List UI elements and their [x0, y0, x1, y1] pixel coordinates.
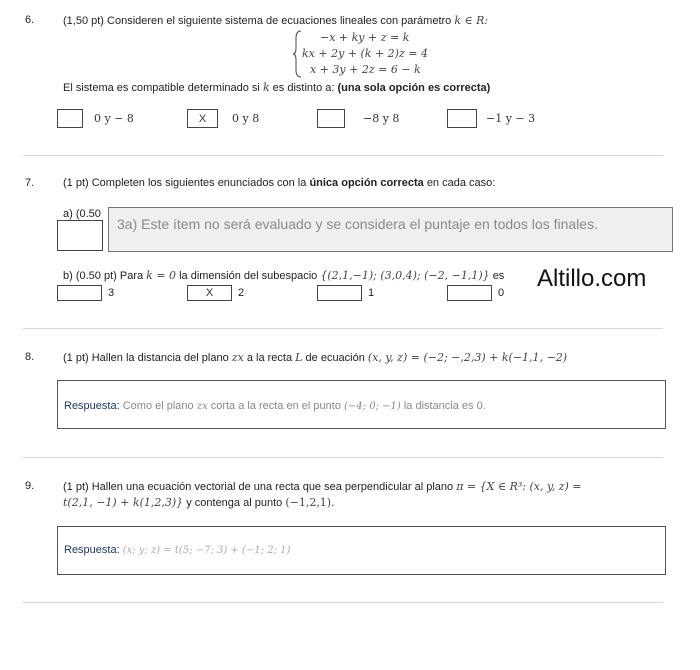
- q6-eq-2: kx + 2y + (k + 2)z = 4: [302, 47, 428, 60]
- q7-b-statement: [63, 269, 504, 282]
- q7-b-option-3-checkbox[interactable]: [317, 285, 362, 301]
- q6-eq-1: −x + ky + z = k: [320, 31, 410, 44]
- q8-number: 8.: [25, 351, 35, 363]
- divider: [23, 328, 663, 329]
- q7-b-text-c: es: [492, 270, 505, 282]
- q8-answer-plane: zx: [196, 401, 208, 412]
- q8-line: L: [295, 351, 303, 364]
- q9-point: (−1,2,1).: [285, 496, 335, 509]
- q8-prompt-a: (1 pt) Hallen la distancia del plano: [63, 352, 229, 364]
- q6-prompt-text: (1,50 pt) Consideren el siguiente sistema de ecuaciones lineales con parámetro: [63, 15, 452, 27]
- q6-option-3-label: −8 y 8: [363, 112, 400, 125]
- q7-a-overlay-box: [108, 207, 673, 252]
- q8-answer-point: (−4; 0; −1): [344, 401, 401, 412]
- q7-prompt: [63, 177, 495, 189]
- q9-answer-label: Respuesta:: [64, 544, 120, 556]
- q6-prompt: [63, 14, 488, 27]
- q8-prompt-b: a la recta: [246, 352, 293, 364]
- q6-number: 6.: [25, 14, 35, 26]
- q8-answer-b: corta a la recta en el punto: [210, 400, 341, 412]
- q9-plane-def: π = {X ∈ R³: (x, y, z) =: [456, 480, 582, 493]
- q8-answer-label: Respuesta:: [64, 400, 120, 412]
- q6-statement: [63, 81, 490, 94]
- q7-b-math: k = 0: [146, 269, 177, 282]
- q6-statement-a: El sistema es compatible determinado si: [63, 82, 260, 94]
- q6-option-4-checkbox[interactable]: [447, 109, 477, 128]
- q8-prompt: [63, 351, 567, 364]
- q6-statement-k: k: [262, 81, 270, 94]
- q7-b-option-1-label: 3: [108, 287, 115, 299]
- divider: [23, 602, 663, 603]
- q6-option-3-checkbox[interactable]: [317, 109, 345, 128]
- q8-answer-c: la distancia es 0.: [403, 400, 486, 412]
- q7-b-option-2-label: 2: [238, 287, 245, 299]
- divider: [23, 457, 663, 458]
- q9-prompt-line-1: [63, 480, 582, 493]
- q7-prompt-b: en cada caso:: [426, 177, 496, 189]
- q9-number: 9.: [25, 480, 35, 492]
- q8-plane: zx: [231, 351, 244, 364]
- q7-b-option-3-label: 1: [368, 287, 375, 299]
- q7-b-option-2-checkbox[interactable]: [187, 285, 232, 301]
- q8-answer-box[interactable]: [57, 380, 666, 429]
- q7-b-option-4-checkbox[interactable]: [447, 285, 492, 301]
- altillo-watermark: Altillo.com: [537, 265, 647, 292]
- q9-prompt-a: (1 pt) Hallen una ecuación vectorial de una recta que sea perpendicular al plano: [63, 481, 454, 493]
- q6-option-1-label: 0 y − 8: [94, 112, 134, 125]
- q7-prompt-bold: única opción correcta: [309, 177, 424, 189]
- q8-answer-a: Como el plano: [122, 400, 194, 412]
- q9-answer-box[interactable]: [57, 526, 666, 575]
- q6-option-2-checkbox[interactable]: [187, 109, 218, 128]
- q6-option-1-checkbox[interactable]: [57, 109, 83, 128]
- q7-b-option-2-mark: X: [205, 287, 214, 299]
- q6-option-2-mark: X: [198, 113, 207, 125]
- q7-number: 7.: [25, 177, 35, 189]
- q6-statement-bold: (una sola opción es correcta): [337, 82, 491, 94]
- q9-prompt-line-2: [63, 496, 335, 509]
- q9-prompt-b: y contenga al punto: [186, 497, 283, 509]
- q9-answer: [64, 544, 290, 556]
- q7-b-option-1-checkbox[interactable]: [57, 285, 102, 301]
- divider: [23, 155, 663, 156]
- q6-option-4-label: −1 y − 3: [486, 112, 536, 125]
- q6-eq-3: x + 3y + 2z = 6 − k: [310, 63, 421, 76]
- q8-prompt-c: de ecuación: [305, 352, 365, 364]
- q6-option-2-label: 0 y 8: [232, 112, 260, 125]
- q7-prompt-a: (1 pt) Completen los siguientes enunciados con la: [63, 177, 307, 189]
- q7-b-text-b: la dimensión del subespacio: [179, 270, 318, 282]
- q9-answer-text: (x; y; z) = t(5; −7; 3) + (−1; 2; 1): [122, 545, 291, 556]
- q7-a-label: a) (0.50: [63, 208, 101, 220]
- q8-answer: [64, 400, 486, 412]
- q6-statement-b: es distinto a:: [272, 82, 335, 94]
- q7-b-text-a: b) (0.50 pt) Para: [63, 270, 144, 282]
- q8-equation: (x, y, z) = (−2; −,2,3) + k(−1,1, −2): [367, 351, 568, 364]
- q9-plane-def2: t(2,1, −1) + k(1,2,3)}: [63, 496, 184, 509]
- q7-a-overlay-text: 3a) Este ítem no será evaluado y se considera el puntaje en todos los finales.: [117, 216, 598, 232]
- q6-param: k ∈ R:: [454, 14, 489, 27]
- q7-b-set: {(2,1,−1); (3,0,4); (−2, −1,1)}: [320, 269, 490, 282]
- q7-b-option-4-label: 0: [498, 287, 505, 299]
- q7-a-answer-box[interactable]: [57, 220, 103, 251]
